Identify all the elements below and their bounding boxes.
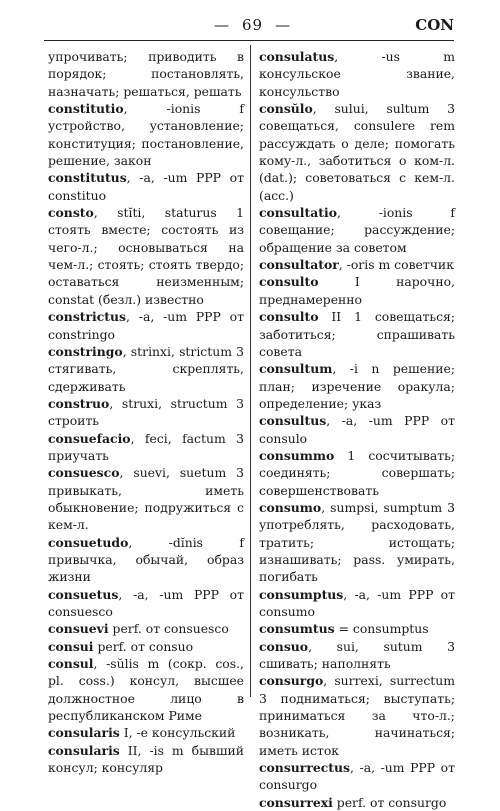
dash-left: — [214,16,230,34]
entry-text: , -us m консульское звание, консульство [259,49,455,99]
dictionary-entry [48,724,244,741]
dictionary-entry [259,586,455,621]
entry-text: , -sŭlis m (сокр. cos., pl. coss.) консул, высшее должностное лицо в республиканском Риме [48,656,244,724]
dictionary-entry [48,204,244,308]
entry-headword: consurrectus [259,760,350,776]
dictionary-entry [259,620,455,637]
entry-headword: consuetudo [48,534,129,550]
entry-text: perf. от consuesco [108,621,229,637]
entry-text: perf. от consurgo [332,794,447,810]
guide-word: CON [415,16,454,34]
dictionary-entry [48,620,244,637]
entry-text: , sui, sutum 3 сшивать; наполнять [259,638,455,672]
entry-headword: consulto [259,309,319,325]
entry-text: , -a, -um PPP от consurgo [259,760,455,793]
entry-text: , sului, sultum 3 совещаться, consulere rem рассуждать о деле; помогать кому-л., заботиться о ком-л. (dat.); советоваться с кем-л. (acc.) [259,101,455,203]
dictionary-entry [259,360,455,412]
dictionary-entry [48,655,244,724]
entry-headword: consui [48,638,94,654]
entry-headword: consulatus [259,49,335,64]
entry-headword: consuetus [48,586,119,602]
entry-text: , -a, -um PPP от constringo [48,309,244,342]
entry-headword: consuesco [48,465,120,481]
entry-headword: consumtus [259,621,335,637]
entry-text: упрочивать; приводить в порядок; постановлять, назначать; решаться, решать [48,49,244,99]
dictionary-entry [48,534,244,586]
dictionary-entry [259,256,455,273]
entry-text: , sumpsi, sumptum 3 употреблять, расходовать, тратить; истощать; изнашивать; pass. умирать, погибать [259,499,455,585]
dictionary-entry [259,672,455,759]
entry-headword: consŭlo [259,101,313,117]
dictionary-entry [48,638,244,655]
entry-headword: consuevi [48,621,109,637]
entry-headword: consumptus [259,586,344,602]
header-rule [44,40,454,41]
entry-text: I, -e консульский [119,725,236,741]
entry-text: , struxi, structum 3 строить [48,395,244,429]
dictionary-entry [48,430,244,465]
entry-headword: consultum [259,361,333,377]
entry-headword: consultator [259,257,339,273]
entry-text: , strinxi, strictum 3 стягивать, скреплять, сдерживать [48,343,244,394]
entry-text: , -a, -um PPP от consulo [259,413,455,446]
entry-text: , -dĭnis f привычка, обычай, образ жизни [48,534,244,585]
dictionary-entry [48,464,244,533]
entry-text: 1 сосчитывать; соединять; совершать; совершенствовать [259,447,455,498]
entry-headword: consummo [259,447,335,463]
dictionary-entry [48,343,244,395]
entry-headword: constitutus [48,170,127,186]
entry-text: , suevi, suetum 3 привыкать, иметь обыкновение; подружиться с кем-л. [48,465,244,533]
entry-headword: constitutio [48,101,124,117]
entry-text: perf. от consuo [93,638,194,654]
dictionary-entry [259,794,455,811]
entry-headword: consurgo [259,673,324,689]
page-header [44,16,454,38]
dictionary-entry [259,638,455,673]
dictionary-entry [48,308,244,343]
entry-headword: consuefacio [48,430,131,446]
entry-text: , feci, factum 3 приучать [48,430,244,463]
dictionary-entry [48,169,244,204]
dictionary-entry [48,395,244,430]
entry-headword: consto [48,205,94,221]
entry-headword: consuo [259,638,309,654]
entry-text: II, -is m бывший консул; консуляр [48,742,244,776]
entry-text: , -a, -um PPP от constituo [48,170,244,203]
entry-headword: consumo [259,499,322,515]
entry-text: , stĭti, staturus 1 стоять вместе; состоять из чего-л.; основываться на чем-л.; стоять; стоять твердо; оставаться неизменным; constat (безл.) известно [48,205,244,307]
dictionary-entry [259,308,455,360]
dictionary-entry [259,759,455,794]
entry-headword: consurrexi [259,794,333,810]
page-number-value: 69 [242,16,264,34]
entry-text: , -ionis f совещание; рассуждение; обращение за советом [259,205,455,255]
entry-headword: consularis [48,742,120,758]
entry-headword: consultatio [259,205,337,221]
entry-text: , -ionis f устройство, установление; конституция; постановление, решение, закон [48,101,244,169]
entry-headword: constringo [48,343,123,359]
dictionary-entry [259,48,455,100]
entry-text: , -oris m советчик [338,257,454,273]
dash-right: — [275,16,292,34]
dictionary-entry [259,273,455,308]
page-number [214,16,291,34]
entry-headword: consularis [48,725,120,741]
entry-headword: constrictus [48,309,127,325]
dictionary-entry [48,742,244,777]
entry-text: I нарочно, преднамеренно [259,274,455,307]
entry-text: = consumptus [334,621,429,637]
right-column [259,48,455,811]
entry-text: , surrexi, surrectum 3 подниматься; выступать; приниматься за что-л.; возникать, начинаться; иметь исток [259,673,455,758]
dictionary-entry [259,204,455,256]
dictionary-entry [259,100,455,204]
entry-headword: consultus [259,413,327,429]
entry-text: II 1 совещаться; заботиться; спрашивать совета [259,309,455,359]
dictionary-entry [48,48,244,100]
column-divider [250,45,251,697]
entry-headword: construo [48,395,110,411]
entry-headword: consul [48,656,94,672]
entry-text: , -a, -um PPP от consuesco [48,586,244,619]
entry-text: , -i n решение; план; изречение оракула; определение; указ [259,361,455,411]
entry-text: , -a, -um PPP от consumo [259,586,455,619]
dictionary-entry [259,499,455,586]
dictionary-entry [259,412,455,447]
left-column [48,48,244,776]
dictionary-entry [259,447,455,499]
entry-headword: consulto [259,274,319,290]
dictionary-entry [48,100,244,169]
dictionary-entry [48,586,244,621]
